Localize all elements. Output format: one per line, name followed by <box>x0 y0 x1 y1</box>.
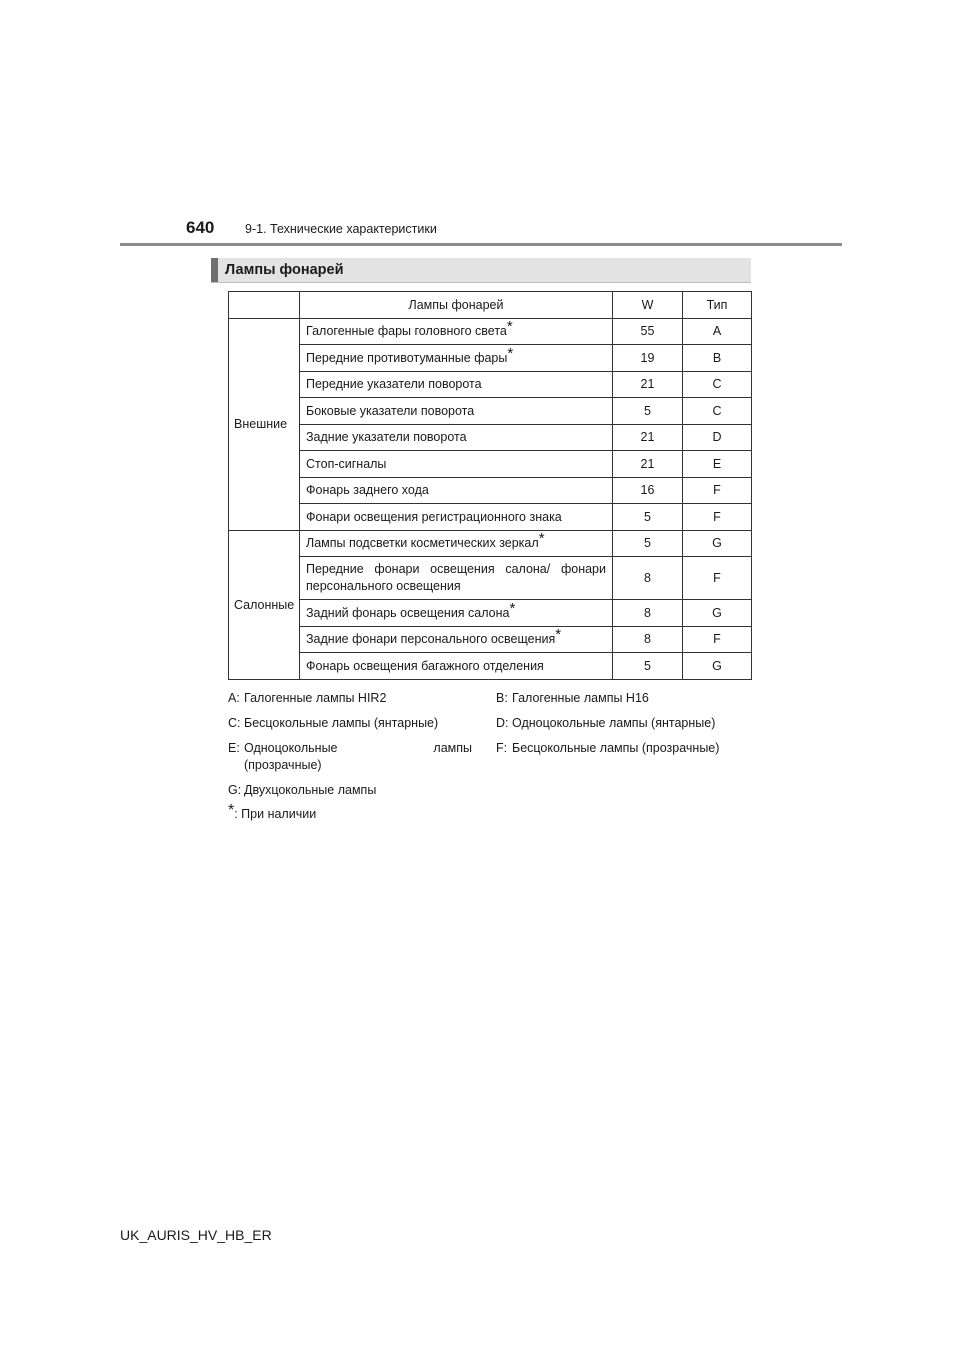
heading-bar <box>211 258 751 283</box>
lamp-type: F <box>683 626 752 653</box>
legend-e-first-line <box>228 740 472 757</box>
header-rule <box>120 243 842 246</box>
legend-e-left <box>228 740 338 757</box>
legend-a <box>228 690 386 707</box>
legend-text: Одноцокольные <box>244 741 338 755</box>
legend-text: лампы <box>433 741 472 755</box>
availability-star: * <box>538 530 545 548</box>
legend-key: E: <box>228 741 240 755</box>
lamp-watt: 21 <box>613 371 683 398</box>
lamp-name <box>300 345 613 372</box>
legend-key: F: <box>496 741 508 755</box>
page-number: 640 <box>186 218 215 237</box>
lamp-name: Фонарь освещения багажного отделения <box>300 653 613 680</box>
header-cell-empty <box>229 292 300 319</box>
lamp-name <box>300 530 613 557</box>
lamp-watt: 8 <box>613 626 683 653</box>
header-cell-watt: W <box>613 292 683 319</box>
lamp-name: Передние фонари освещения салона/ фонари персонального освещения <box>300 557 613 600</box>
table-row <box>229 600 752 627</box>
table-row <box>229 626 752 653</box>
legend-e <box>228 740 472 774</box>
heading-title: Лампы фонарей <box>225 262 344 278</box>
lamp-watt: 8 <box>613 557 683 600</box>
legend-d <box>496 715 715 732</box>
table-row <box>229 477 752 504</box>
lamp-name <box>300 600 613 627</box>
legend-text: (прозрачные) <box>244 758 322 772</box>
availability-star: * <box>509 599 516 617</box>
table-row <box>229 557 752 600</box>
availability-star: * <box>555 626 562 644</box>
legend-text: Бесцокольные лампы (янтарные) <box>244 716 439 730</box>
lamp-watt: 5 <box>613 530 683 557</box>
lamp-name-text: Лампы подсветки косметических зеркал <box>306 536 539 551</box>
table-row <box>229 451 752 478</box>
lamp-watt: 5 <box>613 398 683 425</box>
legend-g <box>228 782 376 799</box>
group-interior: Салонные <box>229 530 300 679</box>
legend-b <box>496 690 649 707</box>
lamp-type: F <box>683 477 752 504</box>
bulb-table <box>228 291 752 680</box>
legend-key: D: <box>496 716 509 730</box>
lamp-type: E <box>683 451 752 478</box>
lamp-name <box>300 318 613 345</box>
lamp-watt: 21 <box>613 424 683 451</box>
table-row <box>229 371 752 398</box>
table-row <box>229 424 752 451</box>
header-cell-type: Тип <box>683 292 752 319</box>
legend-text: Бесцокольные лампы (прозрачные) <box>512 741 720 755</box>
lamp-name: Боковые указатели поворота <box>300 398 613 425</box>
lamp-name-text: Передние противотуманные фары <box>306 350 508 365</box>
lamp-watt: 5 <box>613 653 683 680</box>
lamp-type: C <box>683 398 752 425</box>
lamp-watt: 8 <box>613 600 683 627</box>
lamp-name: Задние указатели поворота <box>300 424 613 451</box>
lamp-type: A <box>683 318 752 345</box>
lamp-watt: 55 <box>613 318 683 345</box>
lamp-watt: 5 <box>613 504 683 531</box>
lamp-name: Фонарь заднего хода <box>300 477 613 504</box>
lamp-name: Стоп-сигналы <box>300 451 613 478</box>
legend-key: G: <box>228 783 242 797</box>
lamp-type: G <box>683 530 752 557</box>
header-cell-lamps: Лампы фонарей <box>300 292 613 319</box>
lamp-type: F <box>683 504 752 531</box>
legend-text: Галогенные лампы H16 <box>512 691 649 705</box>
legend-text: Одноцокольные лампы (янтарные) <box>512 716 716 730</box>
lamp-name-text: Задние фонари персонального освещения <box>306 632 556 647</box>
lamp-watt: 19 <box>613 345 683 372</box>
availability-star: * <box>506 318 513 336</box>
lamp-type: D <box>683 424 752 451</box>
table-row <box>229 345 752 372</box>
footnote-text: : При наличии <box>234 807 317 821</box>
group-exterior: Внешние <box>229 318 300 530</box>
lamp-type: G <box>683 653 752 680</box>
footnote-star: * <box>228 802 235 819</box>
table-row <box>229 318 752 345</box>
lamp-watt: 16 <box>613 477 683 504</box>
legend-f <box>496 740 719 757</box>
legend-text: Галогенные лампы HIR2 <box>244 691 387 705</box>
table-header-row <box>229 292 752 319</box>
lamp-type: F <box>683 557 752 600</box>
lamp-type: C <box>683 371 752 398</box>
lamp-name: Фонари освещения регистрационного знака <box>300 504 613 531</box>
lamp-type: B <box>683 345 752 372</box>
lamp-watt: 21 <box>613 451 683 478</box>
availability-star: * <box>507 344 514 362</box>
legend-key: B: <box>496 691 508 705</box>
section-title: 9-1. Технические характеристики <box>245 222 437 236</box>
lamp-name-text: Галогенные фары головного света <box>306 324 507 339</box>
lamp-name <box>300 626 613 653</box>
table-row <box>229 398 752 425</box>
lamp-name: Передние указатели поворота <box>300 371 613 398</box>
footnote <box>228 802 317 823</box>
footer-code: UK_AURIS_HV_HB_ER <box>120 1227 272 1243</box>
lamp-type: G <box>683 600 752 627</box>
legend-key: C: <box>228 716 241 730</box>
legend-text: Двухцокольные лампы <box>244 783 377 797</box>
legend-c <box>228 715 438 732</box>
heading-accent <box>211 258 218 282</box>
table-row <box>229 530 752 557</box>
lamp-name-text: Задний фонарь освещения салона <box>306 605 510 620</box>
table-row <box>229 653 752 680</box>
table-row <box>229 504 752 531</box>
legend-key: A: <box>228 691 240 705</box>
